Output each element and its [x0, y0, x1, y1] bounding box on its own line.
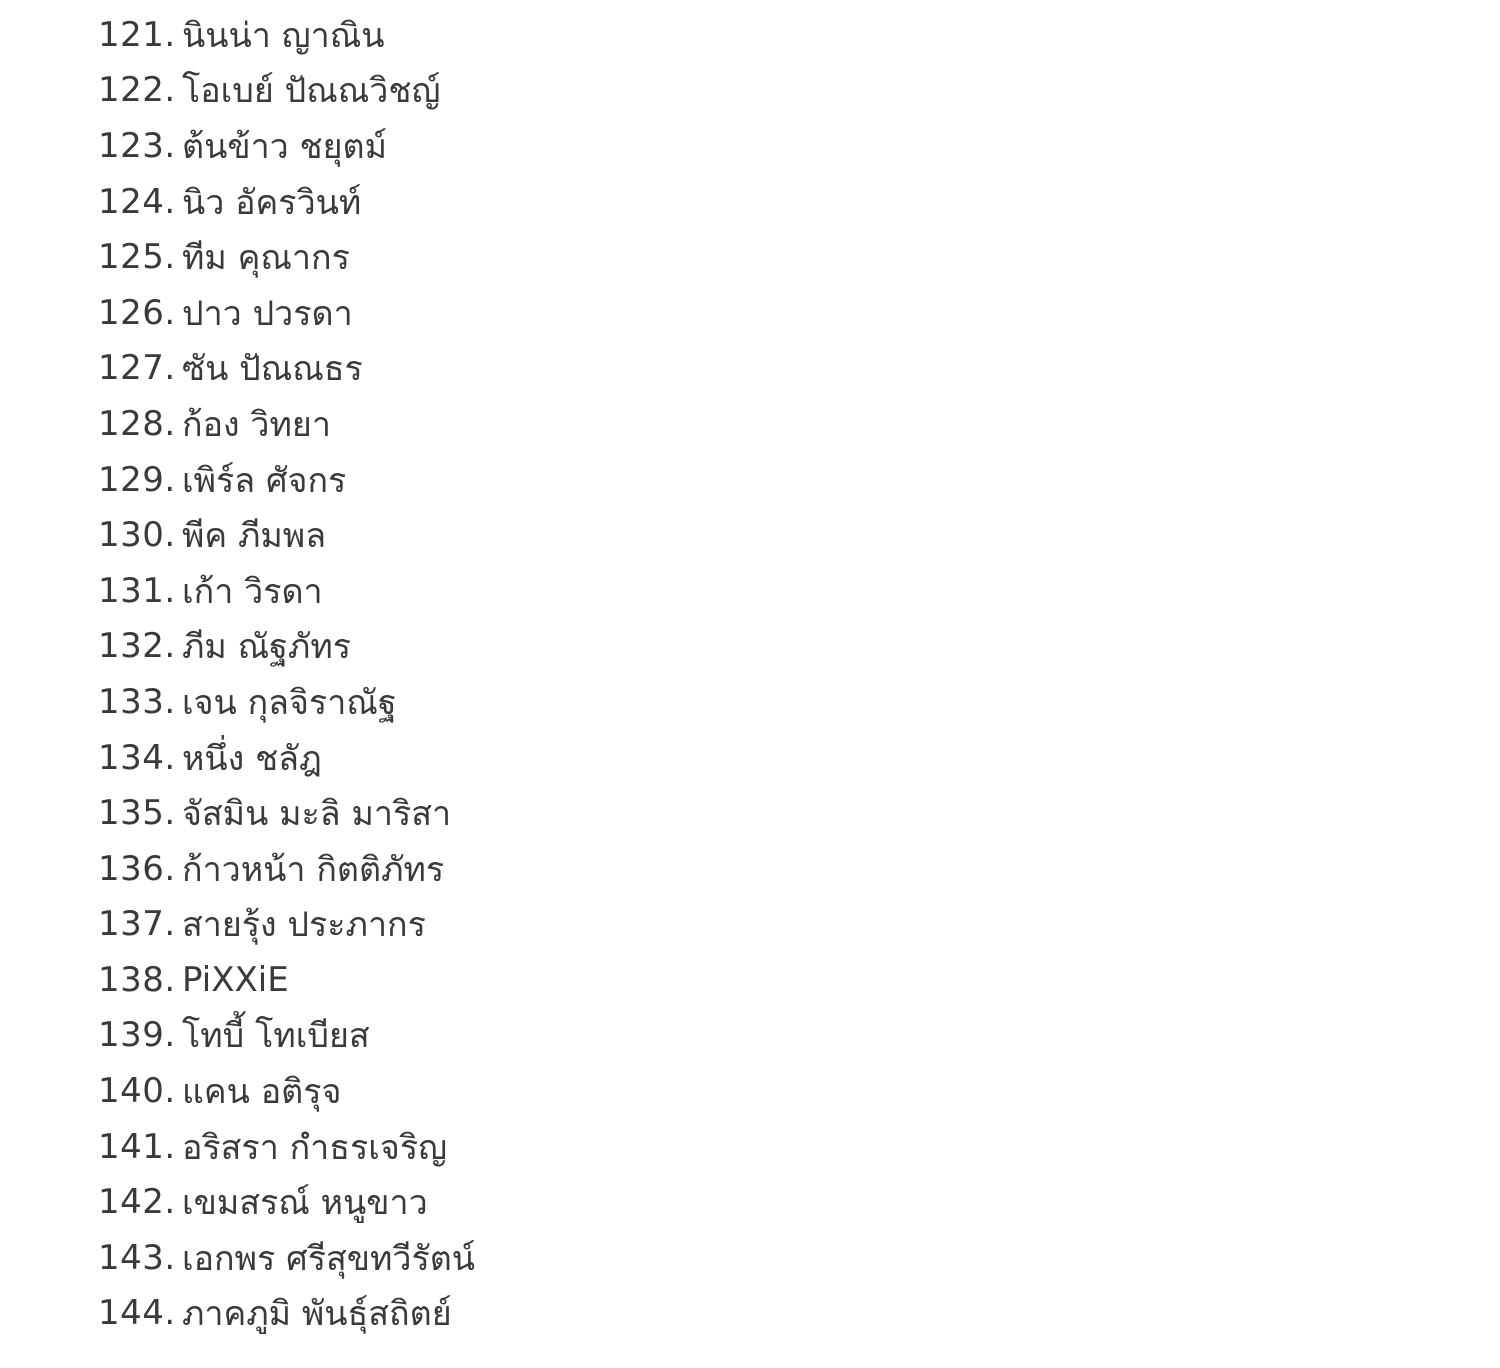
item-number: 129.	[98, 459, 176, 500]
item-number: 135.	[98, 793, 176, 834]
list-item	[98, 174, 475, 230]
list-item	[98, 841, 475, 897]
item-number: 134.	[98, 737, 176, 778]
list-item	[98, 1230, 475, 1286]
list-item	[98, 507, 475, 563]
item-name: นินน่า ญาณิน	[182, 15, 385, 56]
item-number: 143.	[98, 1237, 176, 1278]
list-item	[98, 118, 475, 174]
list-item	[98, 229, 475, 285]
item-number: 132.	[98, 626, 176, 667]
list-item	[98, 1286, 475, 1342]
item-name: ก้าวหน้า กิตติภัทร	[182, 849, 445, 890]
list-item	[98, 730, 475, 786]
item-number: 131.	[98, 570, 176, 611]
list-item	[98, 7, 475, 63]
item-number: 137.	[98, 904, 176, 945]
list-item	[98, 285, 475, 341]
item-number: 141.	[98, 1126, 176, 1167]
item-number: 126.	[98, 292, 176, 333]
item-number: 136.	[98, 848, 176, 889]
item-number: 124.	[98, 181, 176, 222]
item-name: ซัน ปัณณธร	[182, 349, 363, 390]
list-item	[98, 396, 475, 452]
list-item	[98, 1063, 475, 1119]
item-name: แคน อติรุจ	[182, 1072, 342, 1113]
item-name: อริสรา กำธรเจริญ	[182, 1127, 448, 1168]
item-name: สายรุ้ง ประภากร	[182, 905, 426, 946]
list-item	[98, 452, 475, 508]
item-number: 138.	[98, 959, 176, 1000]
item-name: เอกพร ศรีสุขทวีรัตน์	[182, 1238, 476, 1279]
item-number: 121.	[98, 14, 176, 55]
item-number: 125.	[98, 237, 176, 278]
item-name: หนึ่ง ชลัฎ	[182, 738, 322, 779]
item-number: 127.	[98, 348, 176, 389]
item-number: 123.	[98, 125, 176, 166]
item-name: เก้า วิรดา	[182, 571, 323, 612]
list-item	[98, 1174, 475, 1230]
list-item	[98, 1119, 475, 1175]
item-number: 140.	[98, 1071, 176, 1112]
item-number: 133.	[98, 681, 176, 722]
list-item	[98, 563, 475, 619]
numbered-name-list	[98, 7, 475, 1341]
item-number: 128.	[98, 403, 176, 444]
item-name: เจน กุลจิราณัฐ	[182, 682, 397, 723]
item-number: 122.	[98, 70, 176, 111]
item-number: 144.	[98, 1293, 176, 1334]
list-item	[98, 63, 475, 119]
item-name: ปาว ปวรดา	[182, 293, 353, 334]
item-name: PiXXiE	[182, 959, 289, 1000]
list-item	[98, 619, 475, 675]
item-name: ทีม คุณากร	[182, 238, 350, 279]
item-name: จัสมิน มะลิ มาริสา	[182, 794, 452, 835]
item-name: พีค ภีมพล	[182, 516, 327, 557]
item-name: โทบี้ โทเบียส	[182, 1016, 370, 1057]
item-name: ต้นข้าว ชยุตม์	[182, 126, 388, 167]
list-item	[98, 341, 475, 397]
item-name: เพิร์ล ศัจกร	[182, 460, 347, 501]
item-name: ก้อง วิทยา	[182, 404, 331, 445]
item-name: โอเบย์ ปัณณวิชญ์	[182, 71, 441, 112]
list-item	[98, 1008, 475, 1064]
item-name: เขมสรณ์ หนูขาว	[182, 1183, 428, 1224]
item-name: นิว อัครวินท์	[182, 182, 362, 223]
list-item	[98, 785, 475, 841]
list-item	[98, 674, 475, 730]
item-number: 130.	[98, 515, 176, 556]
item-name: ภาคภูมิ พันธุ์สถิตย์	[182, 1294, 452, 1335]
list-item	[98, 897, 475, 953]
item-number: 139.	[98, 1015, 176, 1056]
item-number: 142.	[98, 1182, 176, 1223]
item-name: ภีม ณัฐภัทร	[182, 627, 352, 668]
list-item	[98, 952, 475, 1008]
